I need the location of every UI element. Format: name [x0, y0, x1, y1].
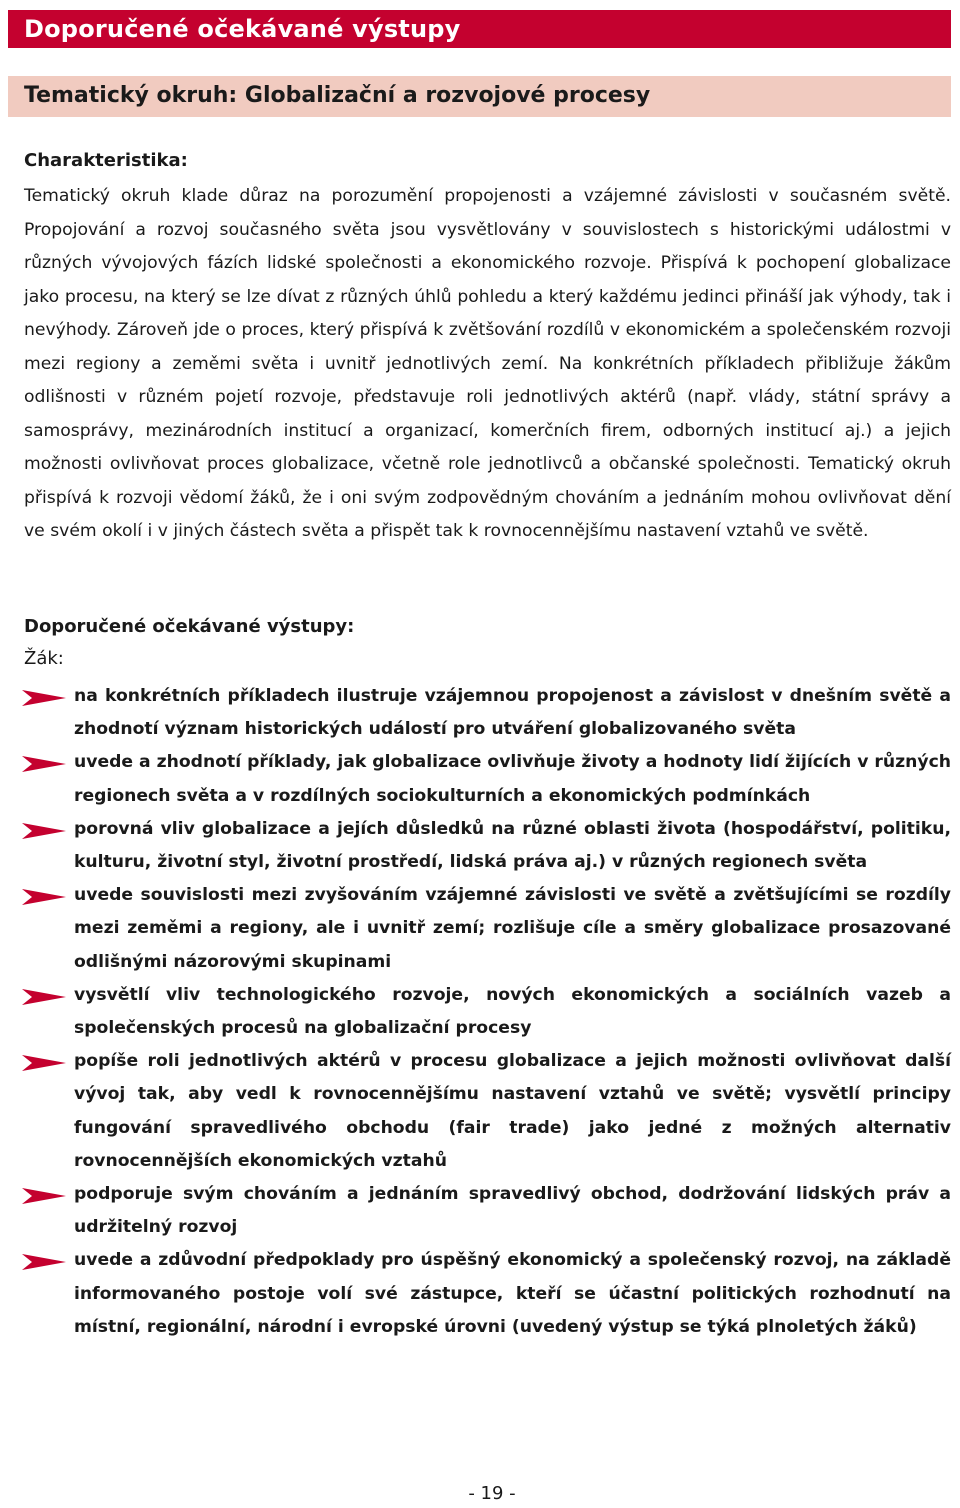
- red-arrow-bullet-icon: [22, 889, 66, 905]
- section-title-bar: [8, 10, 951, 48]
- list-item: [0, 979, 951, 1045]
- characteristics-paragraph: Tematický okruh klade důraz na porozumění propojenosti a vzájemné závislosti v současném světě. Propojování a rozvoj současného světa jsou vysvětlovány v souvislostech s historickými událostmi v různých vývojových fázích lidské společnosti a ekonomického rozvoje. Přispívá k pochopení globalizace jako procesu, na který se lze dívat z různých úhlů pohledu a který každému jedinci přináší jak výhody, tak i nevýhody. Zároveň jde o proces, který přispívá k zvětšování rozdílů v ekonomickém a společenském rozvoji mezi regiony a zeměmi světa i uvnitř jednotlivých zemí. Na konkrétních příkladech přibližuje žákům odlišnosti v různém pojetí rozvoje, představuje roli jednotlivých aktérů (např. vlády, státní správy a samosprávy, mezinárodních institucí a organizací, komerčních firem, odborných institucí aj.) a jejich možnosti ovlivňovat proces globalizace, včetně role jednotlivců a občanské společnosti. Tematický okruh přispívá k rozvoji vědomí žáků, že i oni svým zodpovědným chováním a jednáním mohou ovlivňovat dění ve svém okolí i v jiných částech světa a přispět tak k rovnocennějšímu nastavení vztahů ve světě.: [24, 186, 951, 541]
- page-number: - 19 -: [468, 1483, 516, 1504]
- output-text: uvede a zhodnotí příklady, jak globalizace ovlivňuje životy a hodnoty lidí žijících v různých regionech světa a v rozdílných sociokulturních a ekonomických podmínkách: [74, 752, 951, 806]
- red-arrow-bullet-icon: [22, 823, 66, 839]
- output-text: popíše roli jednotlivých aktérů v procesu globalizace a jejich možnosti ovlivňovat další vývoj tak, aby vedl k rovnocennějšímu nastavení vztahů ve světě; vysvětlí principy fungování spravedlivého obchodu (fair trade) jako jedné z možných alternativ rovnocennějších ekonomických vztahů: [74, 1051, 951, 1171]
- output-text: uvede souvislosti mezi zvyšováním vzájemné závislosti ve světě a zvětšujícími se rozdíly mezi zeměmi a regiony, ale i uvnitř zemí; rozlišuje cíle a směry globalizace prosazované odlišnými názorovými skupinami: [74, 885, 951, 972]
- red-arrow-bullet-icon: [22, 690, 66, 706]
- list-item: [0, 746, 951, 812]
- outputs-heading: Doporučené očekávané výstupy:: [24, 616, 355, 637]
- characteristics-heading: Charakteristika:: [24, 150, 188, 171]
- output-text: podporuje svým chováním a jednáním spravedlivý obchod, dodržování lidských práv a udržitelný rozvoj: [74, 1184, 951, 1238]
- red-arrow-bullet-icon: [22, 1254, 66, 1270]
- section-title: Doporučené očekávané výstupy: [24, 15, 461, 43]
- topic-title-bar: [8, 76, 951, 117]
- output-text: vysvětlí vliv technologického rozvoje, nových ekonomických a sociálních vazeb a společenských procesů na globalizační procesy: [74, 984, 951, 1039]
- pupil-label: Žák:: [24, 648, 64, 669]
- output-text: porovná vliv globalizace a jejích důsledků na různé oblasti života (hospodářství, politiku, kulturu, životní styl, životní prostředí, lidská práva aj.) v různých regionech světa: [74, 818, 951, 873]
- output-text: uvede a zdůvodní předpoklady pro úspěšný ekonomický a společenský rozvoj, na základě informovaného postoje volí své zástupce, kteří se účastní politických rozhodnutí na místní, regionální, národní i evropské úrovni (uvedený výstup se týká plnoletých žáků): [74, 1250, 951, 1337]
- outputs-list: [0, 680, 960, 1344]
- list-item: [0, 1178, 951, 1244]
- list-item: [0, 1045, 951, 1178]
- topic-title: Tematický okruh: Globalizační a rozvojové procesy: [24, 83, 651, 108]
- red-arrow-bullet-icon: [22, 1055, 66, 1071]
- list-item: [0, 813, 951, 879]
- list-item: [0, 680, 951, 746]
- red-arrow-bullet-icon: [22, 989, 66, 1005]
- red-arrow-bullet-icon: [22, 1188, 66, 1204]
- output-text: na konkrétních příkladech ilustruje vzájemnou propojenost a závislost v dnešním světě a zhodnotí význam historických událostí pro utváření globalizovaného světa: [74, 686, 951, 740]
- red-arrow-bullet-icon: [22, 756, 66, 772]
- list-item: [0, 879, 951, 979]
- list-item: [0, 1244, 951, 1344]
